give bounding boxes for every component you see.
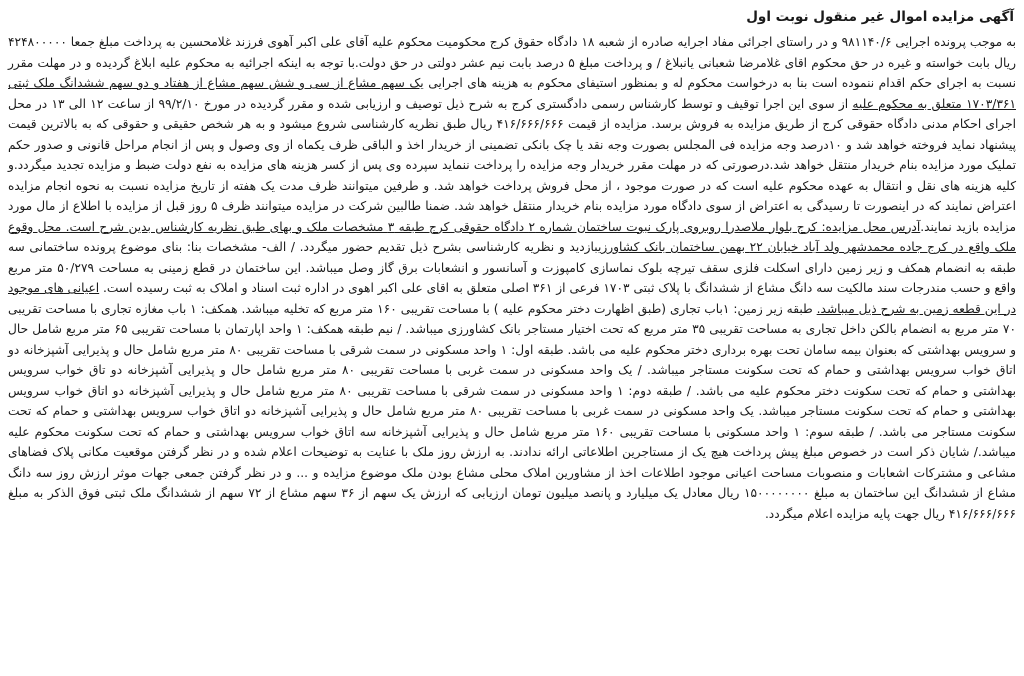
notice-paragraph-terms: از سوی این اجرا توقیف و توسط کارشناس رسمی دادگستری کرج به شرح ذیل توصیف و ارزیابی شده و مقرر گردیده در مورخ ۹۹/۲/۱۰ از ساعت ۱۲ الی ۱۳ در محل اجرای احکام مدنی دادگاه حقوقی کرج از طریق مزایده به فروش برسد. مزایده از قیمت ۴۱۶/۶۶۶/۶۶۶ ریال طبق نظریه کارشناسی شروع میشود و به هر شخص حقیقی و حقوقی که به بالاترین قیمت پیشنهاد نماید فروخته خواهد شد و ۱۰درصد وجه مزایده فی المجلس بصورت وجه نقد یا چک بانکی تضمینی از خریدار اخذ و الباقی ظرف یکماه از وی وصول و پس از انجام مراحل قانونی و صدور حکم تملیک مورد مزایده بنام خریدار منتقل خواهد شد.درصورتی که در مهلت مقرر خریدار وجه مزایده را پرداخت ننماید سپرده وی پس از کسر هزینه های مزایده به نفع دولت ضبط و مزایده تجدید میگردد.و کلیه هزینه های نقل و انتقال به عهده محکوم علیه است که در صورت موجود ، از محل فروش پرداخت خواهد شد. و طرفین میتوانند ظرف مدت یک هفته از تاریخ مزایده نسبت به نحوه انجام مزایده اعتراض نمایند که در اینصورت تا رسیدگی به اعتراض از سوی دادگاه مورد مزایده بنام خریدار منتقل خواهد شد. ضمنا طالبین شرکت در مزایده میتوانند ظرف ۵ روز قبل از مزایده با اطلاع از مال مورد مزایده بازید نمایند. <box>8 96 1017 234</box>
notice-title: آگهی مزایده اموال غیر منقول نوبت اول <box>746 9 1014 25</box>
notice-property-share: یک سهم مشاع از سی و شش سهم مشاع از هفتاد و دو سهم ششدانگ ملک ثبتی ۱۷۰۳/۳۶۱ متعلق به محکوم علیه <box>8 76 1016 111</box>
notice-paragraph-floors: طبقه زیر زمین: ۱باب تجاری (طبق اظهارت دختر محکوم علیه ) با مساحت تقریبی ۱۶۰ متر مربع که تخلیه میباشد. همکف: ۱ باب مغازه تجاری با مساحت تقریبی ۷۰ متر مربع به انضمام بالکن داخل تجاری به مساحت تقریبی ۳۵ متر مربع که تحت اختیار مستاجر بانک کشاورزی میباشد. / نیم طبقه همکف: ۱ واحد اپارتمان با مساحت تقریبی ۶۵ متر مربع شامل حال و سرویس بهداشتی که بعنوان بیمه سامان تحت بهره برداری دختر محکوم علیه می باشد. طبقه اول: ۱ واحد مسکونی در سمت شرقی با مساحت تقریبی ۸۰ متر مربع شامل حال و پذیرایی آشپزخانه دو اتاق خواب سرویس بهداشتی و حمام که تحت سکونت مستاجر میباشد. / یک واحد مسکونی در سمت غربی با مساحت تقریبی ۸۰ متر مربع شامل حال و پذیرایی آشپزخانه دو تاق خواب سرویس بهداشتی و حمام که تحت سکونت دختر محکوم علیه می باشد. / طبقه دوم: ۱ واحد مسکونی در سمت شرقی با مساحت تقریبی ۸۰ متر مربع شامل حال و پذیرایی آشپزخانه دو اتاق خواب سرویس بهداشتی و حمام که تحت سکونت مستاجر میباشد. یک واحد مسکونی در سمت غربی با مساحت تقریبی ۸۰ متر مربع شامل حال و پذیرایی آشپزخانه دو اتاق خواب سرویس بهداشتی و حمام که تحت سکونت مستاجر می باشد. / طبقه سوم: ۱ واحد مسکونی با مساحت تقریبی ۱۶۰ متر مربع شامل حال و پذیرایی آشپزخانه سه اتاق خواب سرویس بهداشتی و حمام که تحت سکونت محکوم علیه میباشد./ شایان ذکر است در خصوص مبلغ پیش پرداخت هیچ یک از مستاجرین اطلاعاتی ارائه ندادند. به ارزش روز ملک با عنایت به توضیحات اعلام شده و در نظر گرفتن موقعیت مکانی پلاک فضاهای مشاعی و مشترکات اشعابات و منصوبات مساحت اعیانی موجود اطلاعات اخذ از مشاورین املاک محلی مشاع بودن ملک موضوع مزایده و ... و در نظر گرفتن جمعی جهات موثر ارزش روز سه دانگ مشاع از ششدانگ این ساختمان به مبلغ ۱۵۰۰۰۰۰۰۰۰ ریال معادل یک میلیارد و پانصد میلیون تومان ارزیابی که ارزش یک سهم از ۳۶ سهم مشاع از ۷۲ سهم از ششدانگ ملک ثبتی فوق الذکر به مبلغ ۴۱۶/۶۶۶/۶۶۶ ریال جهت پایه مزایده اعلام میگردد. <box>8 301 1017 521</box>
auction-notice <box>6 6 1018 670</box>
notice-paragraph-intro: به موجب پرونده اجرایی ۹۸۱۱۴۰/۶ و در راستای اجرائی مفاد اجرایه صادره از شعبه ۱۸ دادگاه حقوق کرج محکومیت محکوم علیه آقای علی اکبر آهوی فرزند غلامحسین به پرداخت مبلغ جمعا ۴۲۴۸۰۰۰۰۰ ریال بابت خواسته و غیره در حق محکوم اقای غلامرضا شعبانی یانبلاغ / و پرداخت مبلغ ۵ درصد بابت نیم عشر دولتی در حق دولت.با توجه به اینکه اجرائیه به محکوم علیه ابلاغ گردیده و در مهلت مقرر نسبت به اجرای حکم اقدام ننموده است بنا به درخواست محکوم له و بمنظور استیفای محکوم به هزینه های اجرایی <box>8 35 1017 90</box>
notice-structures-heading: اعیانی های موجود در این قطعه زمین به شرح ذیل میباشد. <box>8 281 1016 316</box>
notice-paragraph-building: بازدید و نظریه کارشناسی بشرح ذیل تقدیم حضور میگردد. / الف- مشخصات بنا: بنای موضوع پرونده ساختمانی سه طبقه به انضمام همکف و زیر زمین دارای اسکلت فلزی سقف تیرچه بلوک نماسازی کامپوزت و آسانسور و انشعابات برق گاز وصل میباشد. این ساختمان در قطع زمینی به مساحت ۵۰/۲۷۹ متر مربع واقع و حسب مندرجات سند مالکیت سه دانگ مشاع از ششدانگ با پلاک ثبتی ۱۷۰۳ فرعی از ۳۶۱ اصلی متعلق به اقای علی اکبر اهوی در اداره ثبت اسناد و املاک به ثبت رسیده است. <box>8 240 1017 295</box>
notice-body <box>6 32 1018 524</box>
notice-auction-address: آدرس محل مزایده: کرج بلوار ملاصدرا روبروی پارک نبوت ساختمان شماره ۲ دادگاه حقوقی کرج طبقه ۳ مشخصات ملک و بهای طبق نظریه کارشناس بدین شرح است. محل وقوع ملک واقع در کرج جاده محمدشهر ولد آباد خیابان ۲۲ بهمن ساختمان بانک کشاورزی <box>8 219 1016 254</box>
